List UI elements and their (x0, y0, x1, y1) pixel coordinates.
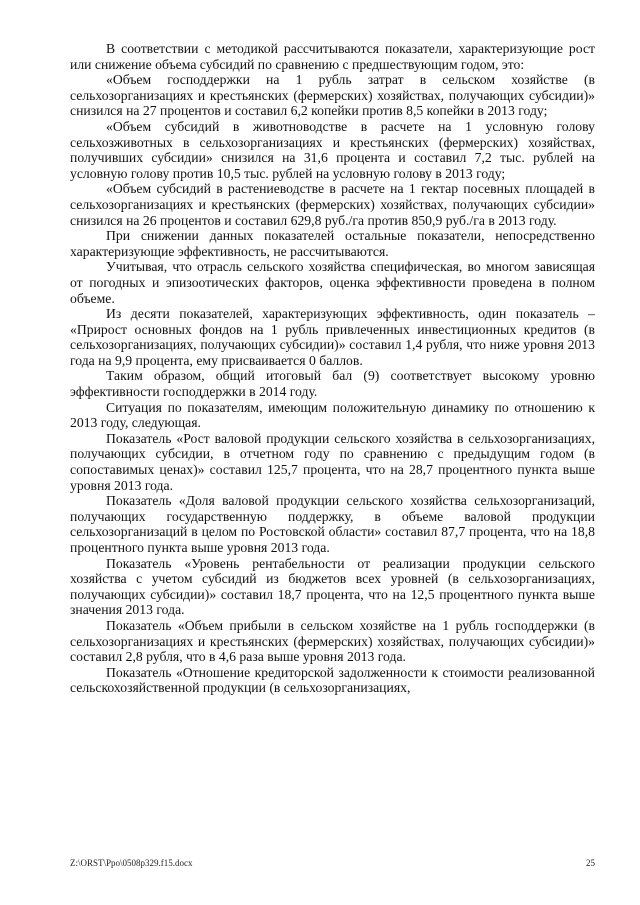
paragraph-indicator-support-per-ruble: «Объем господдержки на 1 рубль затрат в сельском хозяйстве (в сельхозорганизациях и крестьянских (фермерских) хозяйствах, получающих субсидии)» снизился на 27 процентов и составил 6,2 копейки против 8,5 копейки в 2013 году; (70, 72, 595, 119)
paragraph-intro: В соответствии с методикой рассчитываются показатели, характеризующие рост или снижение объема субсидий по сравнению с предшествующим годом, это: (70, 41, 595, 72)
paragraph-indicator-livestock-subsidy: «Объем субсидий в животноводстве в расчете на 1 условную голову сельхозживотных в сельхозорганизациях и крестьянских (фермерских) хозяйствах, получивших субсидии» снизился на 31,6 процента и составил 7,2 тыс. рублей на условную голову против 10,5 тыс. рублей на условную голову в 2013 году; (70, 118, 595, 181)
document-body (70, 41, 595, 696)
paragraph-positive-dynamics: Ситуация по показателям, имеющим положительную динамику по отношению к 2013 году, следующая. (70, 399, 595, 431)
paragraph-gross-output-growth: Показатель «Рост валовой продукции сельского хозяйства в сельхозорганизациях, получающих субсидии, в отчетном году по сравнению с предыдущим годом (в сопоставимых ценах)» составил 125,7 процента, что на 28,7 процентного пункта выше уровня 2013 года. (70, 430, 595, 493)
paragraph-other-indicators: При снижении данных показателей остальные показатели, непосредственно характеризующие эффективность, не рассчитываются. (70, 228, 595, 259)
paragraph-fixed-assets-indicator: Из десяти показателей, характеризующих эффективность, один показатель – «Прирост основных фондов на 1 рубль привлеченных инвестиционных кредитов (в сельхозорганизациях, получающих субсидии)» составил 1,4 рубля, что ниже уровня 2013 года на 9,9 процента, ему присваивается 0 баллов. (70, 306, 595, 368)
footer-page-number: 25 (586, 858, 595, 868)
footer-file-path: Z:\ORST\Ppo\0508p329.f15.docx (70, 858, 193, 868)
paragraph-indicator-crop-subsidy: «Объем субсидий в растениеводстве в расчете на 1 гектар посевных площадей в сельхозорганизациях и крестьянских (фермерских) хозяйствах, получающих субсидии» снизился на 26 процентов и составил 629,8 руб./га против 850,9 руб./га в 2013 году. (70, 181, 595, 228)
paragraph-profit-per-ruble: Показатель «Объем прибыли в сельском хозяйстве на 1 рубль господдержки (в сельхозорганизациях и крестьянских (фермерских) хозяйствах, получающих субсидии)» составил 2,8 рубля, что в 4,6 раза выше уровня 2013 года. (70, 617, 595, 665)
paragraph-total-score: Таким образом, общий итоговый бал (9) соответствует высокому уровню эффективности господдержки в 2014 году. (70, 368, 595, 400)
paragraph-gross-output-share: Показатель «Доля валовой продукции сельского хозяйства сельхозорганизаций, получающих государственную поддержку, в объеме валовой продукции сельхозорганизаций в целом по Ростовской области» составил 87,7 процента, что на 18,8 процентного пункта выше уровня 2013 года. (70, 493, 595, 555)
paragraph-assessment-scope: Учитывая, что отрасль сельского хозяйства специфическая, во многом зависящая от погодных и эпизоотических факторов, оценка эффективности проведена в полном объеме. (70, 259, 595, 306)
paragraph-payables-ratio: Показатель «Отношение кредиторской задолженности к стоимости реализованной сельскохозяйственной продукции (в сельхозорганизациях, (70, 664, 595, 696)
paragraph-profitability: Показатель «Уровень рентабельности от реализации продукции сельского хозяйства с учетом субсидий из бюджетов всех уровней (в сельхозорганизациях, получающих субсидии)» составил 18,7 процента, что на 12,5 процентного пункта выше значения 2013 года. (70, 555, 595, 618)
